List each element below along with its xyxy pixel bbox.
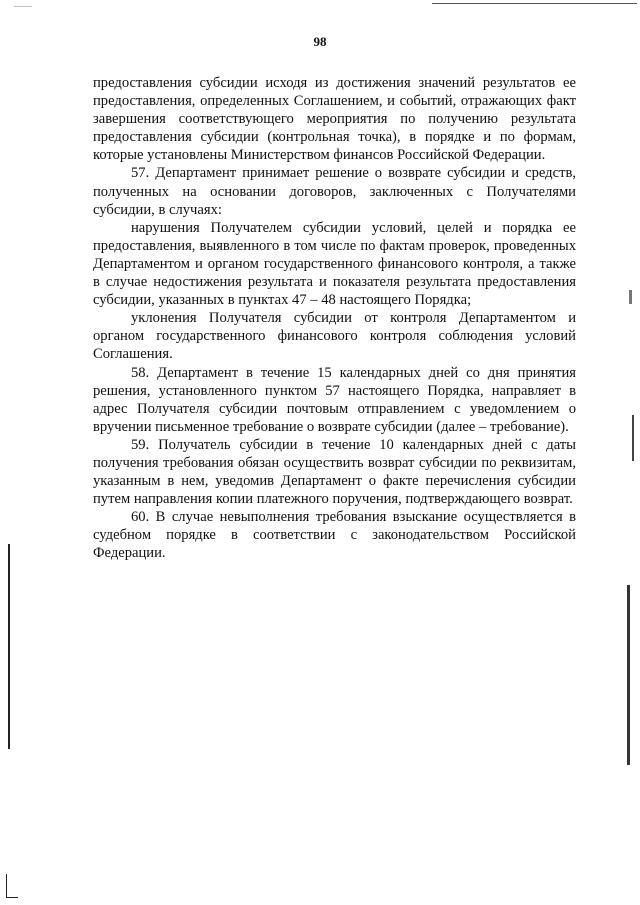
text-line: Соглашения. <box>93 346 173 363</box>
text-line: завершения соответствующего мероприятия по получению результата <box>93 111 576 128</box>
scan-mark-right-edge-1 <box>632 415 634 461</box>
text-line: предоставления, определенных Соглашением, и событий, отражающих факт <box>93 93 576 110</box>
scan-mark-top-left <box>14 6 32 7</box>
text-line: 58. Департамент в течение 15 календарных дней со дня принятия <box>131 364 576 381</box>
page-number: 98 <box>313 34 327 49</box>
scan-mark-right-edge-2 <box>629 290 632 304</box>
paragraph-clause-58 <box>93 364 576 436</box>
text-line: по реквизитам, указанным в нем, уведомив Департамент о факте <box>93 454 576 490</box>
paragraph-clause-57 <box>93 164 576 218</box>
text-line: предоставления субсидии исходя из достижения значений результатов ее <box>93 75 576 91</box>
text-line: судебном порядке в соответствии с законодательством Российской <box>93 527 576 544</box>
text-line: 60. В случае невыполнения требования взыскание осуществляется в <box>131 509 576 526</box>
text-line: направляет в адрес Получателя субсидии почтовым отправлением <box>93 382 576 417</box>
text-line: Федерации. <box>93 545 166 562</box>
text-line: (далее – требование). <box>436 418 569 435</box>
text-line: решения, установленного пунктом 57 настоящего Порядка, <box>93 382 484 399</box>
text-line: предоставления субсидии (контрольная точка), <box>93 129 401 146</box>
text-line: подтверждающего возврат. <box>405 491 573 508</box>
scan-mark-top-rule <box>432 3 637 4</box>
scan-mark-left-bar <box>8 544 10 749</box>
text-line: 59. Получатель субсидии в течение 10 календарных дней <box>131 436 523 453</box>
text-line: перечисления субсидии путем направления копии платежного поручения, <box>93 473 576 508</box>
text-line: в порядке и по формам, которые установлены Министерством финансов <box>93 129 576 164</box>
text-line: предоставления, выявленного в том числе по фактам проверок, <box>93 237 490 254</box>
text-line: контроля, а также в случае недостижения результата и показателя <box>93 255 576 291</box>
text-line: настоящего Порядка; <box>339 292 472 309</box>
text-line: с Получателями субсидии, в случаях: <box>93 183 576 218</box>
text-line: нарушения Получателем субсидии условий, целей и порядка ее <box>131 219 576 236</box>
paragraph-clause-60 <box>93 508 576 562</box>
text-line: и органом государственного финансового контроля соблюдения условий <box>93 310 576 345</box>
text-line: Российской Федерации. <box>397 147 546 164</box>
text-line: уклонения Получателя субсидии от контроля Департаментом <box>131 310 556 327</box>
text-line: 57. Департамент принимает решение о возврате субсидии <box>131 165 506 182</box>
text-line: результата предоставления субсидии, указанных в пунктах 47 – 48 <box>93 274 576 309</box>
paragraph-clause-57-case-1 <box>93 219 576 309</box>
paragraph-intro-tail <box>93 74 576 164</box>
paragraph-clause-57-case-2 <box>93 309 576 363</box>
scan-mark-corner-horizontal <box>6 897 18 898</box>
text-line: с уведомлением о вручении письменное требование о возврате субсидии <box>93 400 577 435</box>
text-line: с даты получения требования обязан осуществить возврат субсидии <box>93 436 576 471</box>
scan-mark-corner-vertical <box>6 874 7 898</box>
text-line: и средств, полученных на основании договоров, заключенных <box>93 165 576 200</box>
scan-mark-right-edge-3 <box>627 585 630 765</box>
document-body <box>93 74 576 563</box>
text-line: проведенных Департаментом и органом государственного финансового <box>93 237 576 272</box>
paragraph-clause-59 <box>93 436 576 508</box>
